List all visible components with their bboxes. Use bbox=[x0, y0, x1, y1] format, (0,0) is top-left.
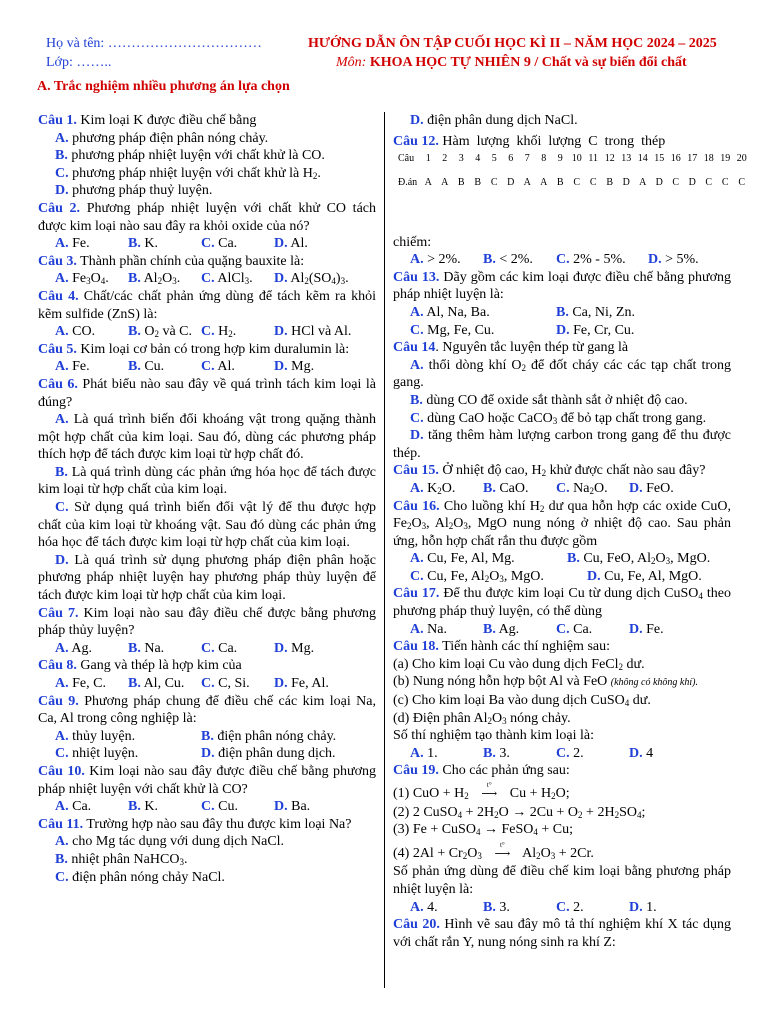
answer-number: 5 bbox=[491, 152, 497, 164]
options-row: C. Cu, Fe, $Al_2O_3$, MgO. D. Cu, Fe, Al, MgO. bbox=[410, 568, 702, 584]
question-8: Câu 8. Gang và thép là hợp kim của bbox=[38, 658, 242, 674]
options-row: A. thủy luyện. B. điện phân nóng chảy. bbox=[55, 728, 337, 744]
options-row: A. Fe. B. K. C. Ca. D. Al. bbox=[55, 236, 308, 252]
answer-value: B bbox=[556, 176, 564, 188]
class-field-label: Lớp: …….. bbox=[46, 55, 112, 70]
reaction-2: (2) 2 CuSO$_4$ + $2H_2O \to 2Cu + O_2 + 2H_2SO_4$; bbox=[393, 804, 646, 820]
document-title: HƯỚNG DẪN ÔN TẬP CUỐI HỌC KÌ II – NĂM HỌC 2024 – 2025 bbox=[308, 36, 717, 51]
options-row: A. Al, Na, Ba. B. Ca, Ni, Zn. bbox=[410, 304, 635, 320]
question-6: Câu 6. Phát biểu nào sau đây về quá trình tách kim loại là đúng? bbox=[38, 376, 376, 410]
name-field-label: Họ và tên: …………………………… bbox=[46, 36, 262, 51]
option: B. dùng CO để oxide sắt thành sắt ở nhiệt độ cao. bbox=[410, 392, 688, 408]
question-17: Câu 17. Để thu được kim loại Cu từ dung dịch CuSO$_4$ theo phương pháp thuỷ luyện, có thể dùng bbox=[393, 586, 731, 620]
answer-number: 15 bbox=[654, 152, 665, 164]
answer-table-q-label: Câu bbox=[398, 152, 415, 164]
options-row: C. nhiệt luyện. D. điện phân dung dịch. bbox=[55, 746, 336, 762]
question-3: Câu 3. Thành phần chính của quặng bauxite là: bbox=[38, 253, 305, 269]
question-4: Câu 4. Chất/các chất phản ứng dùng để tách kẽm ra khỏi kẽm sulfide (ZnS) là: bbox=[38, 288, 376, 322]
column-divider bbox=[384, 112, 385, 988]
options-row: A. Cu, Fe, Al, Mg. B. Cu, FeO, $Al_2O_3$, MgO. bbox=[410, 551, 711, 567]
answer-value: A bbox=[540, 176, 548, 188]
option: B. nhiệt phân NaHCO$_3$. bbox=[55, 851, 188, 867]
answer-number: 18 bbox=[703, 152, 714, 164]
answer-number: 6 bbox=[508, 152, 514, 164]
option: D. điện phân dung dịch NaCl. bbox=[410, 113, 578, 128]
option: A. cho Mg tác dụng với dung dịch NaCl. bbox=[55, 834, 285, 850]
question-1: Câu 1. Kim loại K được điều chế bằng bbox=[38, 113, 257, 128]
options-row: A. Ca. B. K. C. Cu. D. Ba. bbox=[55, 799, 311, 815]
left-column bbox=[38, 112, 376, 886]
answer-number: 2 bbox=[442, 152, 448, 164]
option: A. phương pháp điện phân nóng chảy. bbox=[55, 130, 269, 146]
answer-value: B bbox=[457, 176, 465, 188]
reaction-1: (1) CuO + $H_2$ t° ⟶ $Cu + H_2O$; bbox=[393, 781, 570, 801]
answer-number: 17 bbox=[687, 152, 698, 164]
question-11: Câu 11. Trường hợp nào sau đây thu được kim loại Na? bbox=[38, 816, 352, 832]
question-12-continued: chiếm: bbox=[393, 234, 432, 250]
question-13: Câu 13. Dãy gồm các kim loại được điều chế bằng phương pháp nhiệt luyện là: bbox=[393, 269, 731, 303]
answer-value: B bbox=[474, 176, 482, 188]
option: C. dùng CaO hoặc CaCO$_3$ để bỏ tạp chất trong gang. bbox=[410, 410, 707, 426]
answer-number: 8 bbox=[541, 152, 547, 164]
question-16: Câu 16. Cho luồng khí $H_2$ dư qua hỗn hợp các oxide CuO, $Fe_2O_3$, $Al_2O_3$, MgO nung nóng ở nhiệt độ cao. Sau phản ứng, hỗn hợp chất rắn thu được gồm bbox=[393, 498, 731, 549]
answer-value: C bbox=[738, 176, 746, 188]
answer-value: A bbox=[523, 176, 531, 188]
option: D. Là quá trình sử dụng phương pháp điện phân hoặc phương pháp nhiệt luyện hay phương pháp thủy luyện để tách được kim loại từ hợp chất của kim loại. bbox=[38, 552, 376, 604]
answer-value: C bbox=[721, 176, 729, 188]
question-20: Câu 20. Hình vẽ sau đây mô tả thí nghiệm khí X tác dụng với chất rắn Y, nung nóng sinh ra khí Z: bbox=[393, 917, 731, 950]
option: D. phương pháp thuỷ luyện. bbox=[55, 183, 213, 199]
answer-table-a-label: Đ.án bbox=[398, 176, 418, 188]
options-row: A. Fe. B. Cu. C. Al. D. Mg. bbox=[55, 359, 315, 375]
answer-value: D bbox=[507, 176, 515, 188]
experiment-b: (b) Nung nóng hỗn hợp bột Al và FeO (không có không khí). bbox=[393, 674, 698, 690]
answer-number: 19 bbox=[720, 152, 731, 164]
answer-number: 7 bbox=[524, 152, 530, 164]
subject-line bbox=[336, 54, 687, 72]
reaction-3: (3) Fe + CuSO$_4$ → FeSO$_4$ + Cu; bbox=[393, 822, 573, 838]
option: C. điện phân nóng chảy NaCl. bbox=[55, 869, 225, 885]
answer-value: D bbox=[655, 176, 663, 188]
options-row: A. Ag. B. Na. C. Ca. D. Mg. bbox=[55, 640, 315, 656]
option: B. phương pháp nhiệt luyện với chất khử là CO. bbox=[55, 148, 325, 164]
options-row: A. $K_2O$. B. CaO. C. $Na_2O$. D. FeO. bbox=[410, 480, 674, 496]
answer-number: 16 bbox=[670, 152, 681, 164]
answer-value: C bbox=[490, 176, 498, 188]
answer-number: 1 bbox=[425, 152, 431, 164]
answer-number: 14 bbox=[637, 152, 648, 164]
option: A. Là quá trình biến đổi khoáng vật trong quặng thành một hợp chất của kim loại. Sau đó, dùng các phương pháp thích hợp để tách được kim loại từ hợp chất đó. bbox=[38, 412, 376, 463]
right-column: D. điện phân dung dịch NaCl. Câu 12. Hàm lượng khối lượng C trong thép Câu 1 2 3 4 5 6 7 8 9 10 11 12 13 14 15 16 17 18 19 20 Đ.án A A B B C D A A B C C B D A D C D C C C chiếm: A. > 2%. B. < 2%. C. 2% - 5%. D. > 5%. Câu 13. Dãy gồm các kim loại được điều chế bằng phương pháp nhiệt luyện là: A. Al, Na, Ba. B. Ca, Ni, Zn. C. Mg, Fe, Cu. D. Fe, Cr, Cu. Câu 14. Nguyên tắc luyện thép từ gang là A. thổi dòng khí $O_2$ để đốt cháy các các tạp chất trong gang. B. dùng CO để oxide sắt thành sắt ở nhiệt độ cao. C. dùng CaO hoặc CaCO$_3$ để bỏ tạp chất trong gang. D. tăng thêm hàm lượng carbon trong gang để thu được thép. Câu 15. Ở nhiệt độ cao, $H_2$ khử được chất nào sau đây? A. $K_2O$. B. CaO. C. $Na_2O$. D. FeO. Câu 16. Cho luồng khí $H_2$ dư qua hỗn hợp các oxide CuO, $Fe_2O_3$, $Al_2O_3$, MgO nung nóng ở nhiệt độ cao. Sau phản ứng, hỗn hợp chất rắn thu được gồm A. Cu, Fe, Al, Mg. B. Cu, FeO, $Al_2O_3$, MgO. C. Cu, Fe, $Al_2O_3$, MgO. D. Cu, Fe, Al, MgO. Câu 17. Để thu được kim loại Cu từ dung dịch CuSO$_4$ theo phương pháp thuỷ luyện, có thể dùng A. Na. B. Ag. C. Ca. D. Fe. Câu 18. Tiến hành các thí nghiệm sau: (a) Cho kim loại Cu vào dung dịch FeCl$_2$ dư. (b) Nung nóng hỗn hợp bột Al và FeO (không có không khí). (c) Cho kim loại Ba vào dung dịch CuSO$_4$ dư. (d) Điện phân $Al_2O_3$ nóng chảy. Số thí nghiệm tạo thành kim loại là: A. 1. B. 3. C. 2. D. 4 Câu 19. Cho các phản ứng sau: (1) CuO + $H_2$ t° ⟶ $Cu + H_2O$; (2) 2 CuSO$_4$ + $2H_2O \to 2Cu + O_2 + 2H_2SO_4$; (3) Fe + CuSO$_4$ → FeSO$_4$ + Cu; (4) $2Al + Cr_2O_3$ t° ⟶ $Al_2O_3 + 2Cr$. Số phản ứng dùng để điều chế kim loại bằng phương pháp nhiệt luyện là: A. 4. B. 3. C. 2. D. 1. Câu 20. Hình vẽ sau đây mô tả thí nghiệm khí X tác dụng với chất rắn Y, nung nóng sinh ra khí Z: bbox=[393, 112, 731, 951]
question-5: Câu 5. Kim loại cơ bản có trong hợp kim duralumin là: bbox=[38, 341, 350, 357]
question-18: Câu 18. Tiến hành các thí nghiệm sau: bbox=[393, 639, 610, 655]
option: B. Là quá trình dùng các phản ứng hóa học để tách được kim loại từ hợp chất của kim loại. bbox=[38, 464, 376, 498]
answer-value: A bbox=[424, 176, 432, 188]
options-row: A. > 2%. B. < 2%. C. 2% - 5%. D. > 5%. bbox=[410, 252, 699, 268]
experiment-a: (a) Cho kim loại Cu vào dung dịch FeCl$_2$ dư. bbox=[393, 656, 645, 672]
answer-value: A bbox=[441, 176, 449, 188]
options-row: A. 4. B. 3. C. 2. D. 1. bbox=[410, 899, 657, 915]
subject-prefix: Môn: bbox=[336, 55, 370, 70]
answer-number: 9 bbox=[557, 152, 563, 164]
answer-table-numbers bbox=[393, 152, 750, 166]
answer-value: D bbox=[688, 176, 696, 188]
question-12: Câu 12. Hàm lượng khối lượng C trong thép bbox=[393, 133, 666, 149]
answer-table-answers bbox=[393, 176, 750, 190]
options-row: A. Fe, C. B. Al, Cu. C. C, Si. D. Fe, Al. bbox=[55, 676, 329, 691]
options-row: A. $Fe_3O_4$. B. $Al_2O_3$. C. AlCl$_3$. D. $Al_2(SO_4)_3$. bbox=[55, 271, 349, 287]
section-a-heading: A. Trắc nghiệm nhiều phương án lựa chọn bbox=[37, 79, 290, 94]
answer-number: 10 bbox=[571, 152, 582, 164]
option: A. thổi dòng khí $O_2$ để đốt cháy các các tạp chất trong gang. bbox=[393, 357, 732, 391]
question-19: Câu 19. Cho các phản ứng sau: bbox=[393, 763, 570, 779]
option: C. phương pháp nhiệt luyện với chất khử là $H_2$. bbox=[55, 165, 321, 181]
answer-value: C bbox=[672, 176, 680, 188]
option: D. tăng thêm hàm lượng carbon trong gang để thu được thép. bbox=[393, 428, 731, 461]
answer-number: 4 bbox=[475, 152, 481, 164]
answer-value: A bbox=[639, 176, 647, 188]
question-12-block bbox=[393, 130, 747, 214]
subject-name: KHOA HỌC TỰ NHIÊN 9 / Chất và sự biến đổi chất bbox=[369, 55, 687, 70]
question-15: Câu 15. Ở nhiệt độ cao, $H_2$ khử được chất nào sau đây? bbox=[393, 463, 706, 479]
question-7: Câu 7. Kim loại nào sau đây điều chế được bằng phương pháp thủy luyện? bbox=[38, 605, 376, 639]
experiment-c: (c) Cho kim loại Ba vào dung dịch CuSO$_4$ dư. bbox=[393, 693, 651, 709]
answer-value: C bbox=[589, 176, 597, 188]
answer-number: 12 bbox=[604, 152, 615, 164]
options-row: A. 1. B. 3. C. 2. D. 4 bbox=[410, 745, 654, 761]
answer-number: 3 bbox=[458, 152, 464, 164]
answer-value: C bbox=[573, 176, 581, 188]
question-14: Câu 14. Nguyên tắc luyện thép từ gang là bbox=[393, 340, 629, 356]
answer-value: D bbox=[622, 176, 630, 188]
answer-value: B bbox=[606, 176, 614, 188]
answer-value: C bbox=[705, 176, 713, 188]
options-row: C. Mg, Fe, Cu. D. Fe, Cr, Cu. bbox=[410, 322, 635, 338]
answer-number: 20 bbox=[736, 152, 747, 164]
question-9: Câu 9. Phương pháp chung để điều chế các kim loại Na, Ca, Al trong công nghiệp là: bbox=[38, 693, 376, 727]
options-row: A. Na. B. Ag. C. Ca. D. Fe. bbox=[410, 621, 664, 637]
option: C. Sử dụng quá trình biến đổi vật lý để thu được hợp chất của kim loại từ khoáng vật. Sau đó dùng các phản ứng hóa học để tách được kim loại từ hợp chất của kim loại. bbox=[38, 500, 376, 551]
answer-number: 11 bbox=[588, 152, 599, 164]
question-10: Câu 10. Kim loại nào sau đây được điều chế bằng phương pháp nhiệt luyện với chất khử là CO? bbox=[38, 763, 376, 797]
reaction-4: (4) $2Al + Cr_2O_3$ t° ⟶ $Al_2O_3 + 2Cr$. bbox=[393, 840, 594, 861]
answer-number: 13 bbox=[621, 152, 632, 164]
question-2: Câu 2. Phương pháp nhiệt luyện với chất khử CO tách được kim loại nào sau đây ra khỏi oxide của nó? bbox=[38, 200, 376, 234]
options-row: A. CO. B. $O_2$ và C. C. $H_2$. D. HCl và Al. bbox=[55, 324, 352, 340]
experiment-d: (d) Điện phân $Al_2O_3$ nóng chảy. bbox=[393, 710, 571, 726]
